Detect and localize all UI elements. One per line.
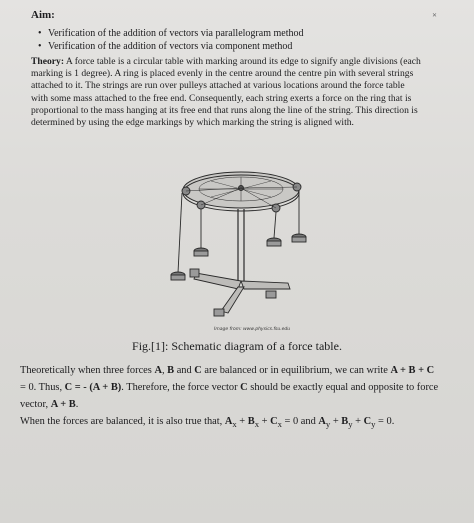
corner-mark: ✕	[432, 13, 438, 19]
figure-caption: Fig.[1]: Schematic diagram of a force table.	[132, 339, 342, 353]
image-credit: Image from: www.physics.fsu.edu	[214, 327, 291, 332]
aim-list	[48, 27, 303, 53]
aim-item: • Verification of the addition of vectors via parallelogram method	[48, 27, 303, 40]
paragraph-components: When the forces are balanced, it is also true that, $A_x + B_x + C_x = 0$ and $A_y + B_y + C_y = 0$.	[20, 416, 395, 430]
theory-label: Theory:	[31, 56, 65, 67]
aim-item: • Verification of the addition of vectors via component method	[48, 40, 303, 53]
force-table-figure	[166, 163, 316, 338]
equilibrium-text	[20, 362, 440, 433]
aim-heading: Aim:	[31, 9, 55, 21]
force-table-diagram	[166, 163, 316, 338]
theory-paragraph	[31, 56, 423, 129]
paragraph-equilibrium: Theoretically when three forces A, B and C are balanced or in equilibrium, we can write A + B + C = 0. Thus, C = - (A + B). Therefore, the force vector C should be exactly equal and opposite to force vector, A + B.	[20, 365, 439, 410]
theory-text: A force table is a circular table with marking around its edge to signify angle divisions (each marking is 1 degree). A ring is placed evenly in the centre around the centre pin with several strings attached to it. The strings are run over pulleys attached at various locations around the force table with some mass attached to the free end. Consequently, each string exerts a force on the ring that is proportional to the mass hanging at its free end that runs along the line of the string. This direction is determined by using the edge markings by which marking the string is aligned with.	[31, 56, 421, 129]
